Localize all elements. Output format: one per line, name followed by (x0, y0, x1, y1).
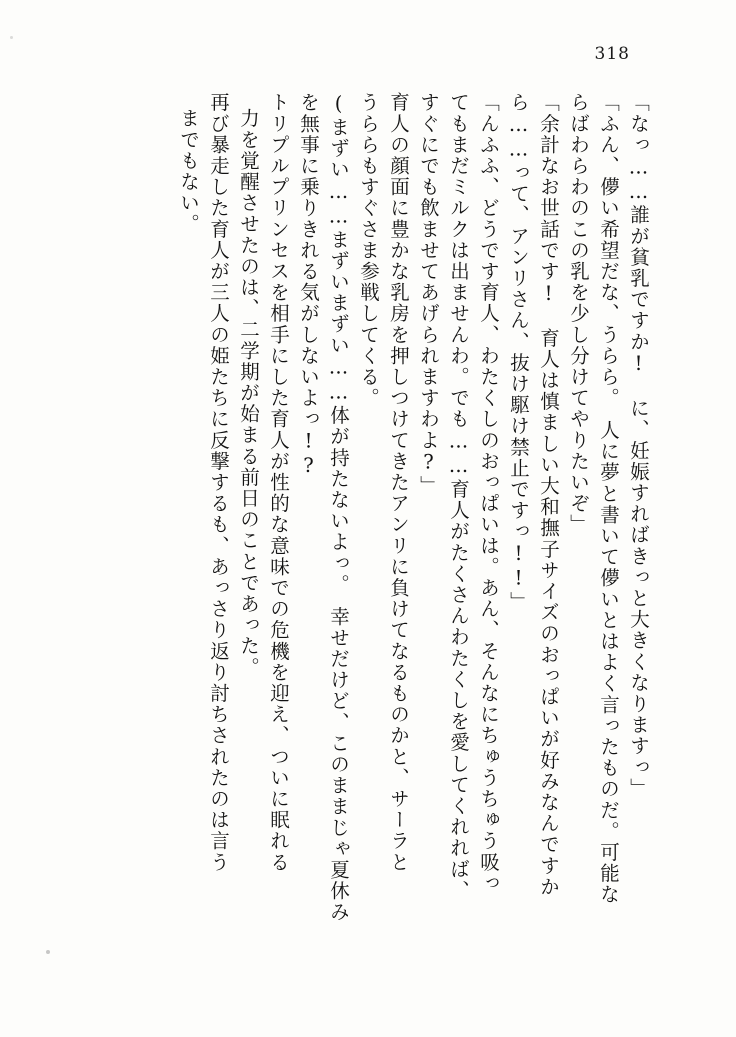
text-column: 「ふん、儚い希望だな、うらら。 人に夢と書いて儚いとはよく言ったものだ。可能な (597, 92, 620, 906)
text-column: すぐにでも飲ませてあげられますわよ?」 (417, 92, 440, 497)
text-column: (まずい……まずいまずい……体が持たないよっ。 幸せだけど、このままじゃ夏休み (327, 92, 350, 923)
text-column: うららもすぐさま参戦してくる。 (357, 92, 380, 409)
text-column: 「余計なお世話です! 育人は慎ましい大和撫子サイズのおっぱいが好みなんですか (537, 92, 560, 898)
page-number: 318 (594, 44, 630, 64)
text-column: 育人の顔面に豊かな乳房を押しつけてきたアンリに負けてなるものかと、サーラと (387, 92, 410, 873)
text-column: 「なっ……誰が貧乳ですか! に、妊娠すればきっと大きくなりますっ」 (627, 92, 650, 799)
text-column: までもない。 (177, 108, 200, 235)
scan-speck (46, 950, 50, 954)
text-column: トリプルプリンセスを相手にした育人が性的な意味での危機を迎え、ついに眠れる (267, 92, 290, 873)
vertical-text-block (126, 92, 648, 952)
scan-speck (10, 36, 13, 39)
text-column: 「んふふ、どうです育人、わたくしのおっぱいは。あん、そんなにちゅうちゅう吸っ (477, 92, 500, 894)
text-column: 力を覚醒させたのは、二学期が始まる前日のことであった。 (237, 108, 260, 678)
text-column: を無事に乗りきれる気がしないよっ!? (297, 92, 320, 479)
text-column: 再び暴走した育人が三人の姫たちに反撃するも、あっさり返り討ちされたのは言う (207, 92, 230, 873)
text-column: ら……って、アンリさん、抜け駆け禁止ですっ!!」 (507, 92, 530, 613)
text-column: てもまだミルクは出ませんわ。でも……育人がたくさんわたくしを愛してくれれば、 (447, 92, 470, 901)
text-column: らばわらわのこの乳を少し分けてやりたいぞ」 (567, 92, 590, 536)
